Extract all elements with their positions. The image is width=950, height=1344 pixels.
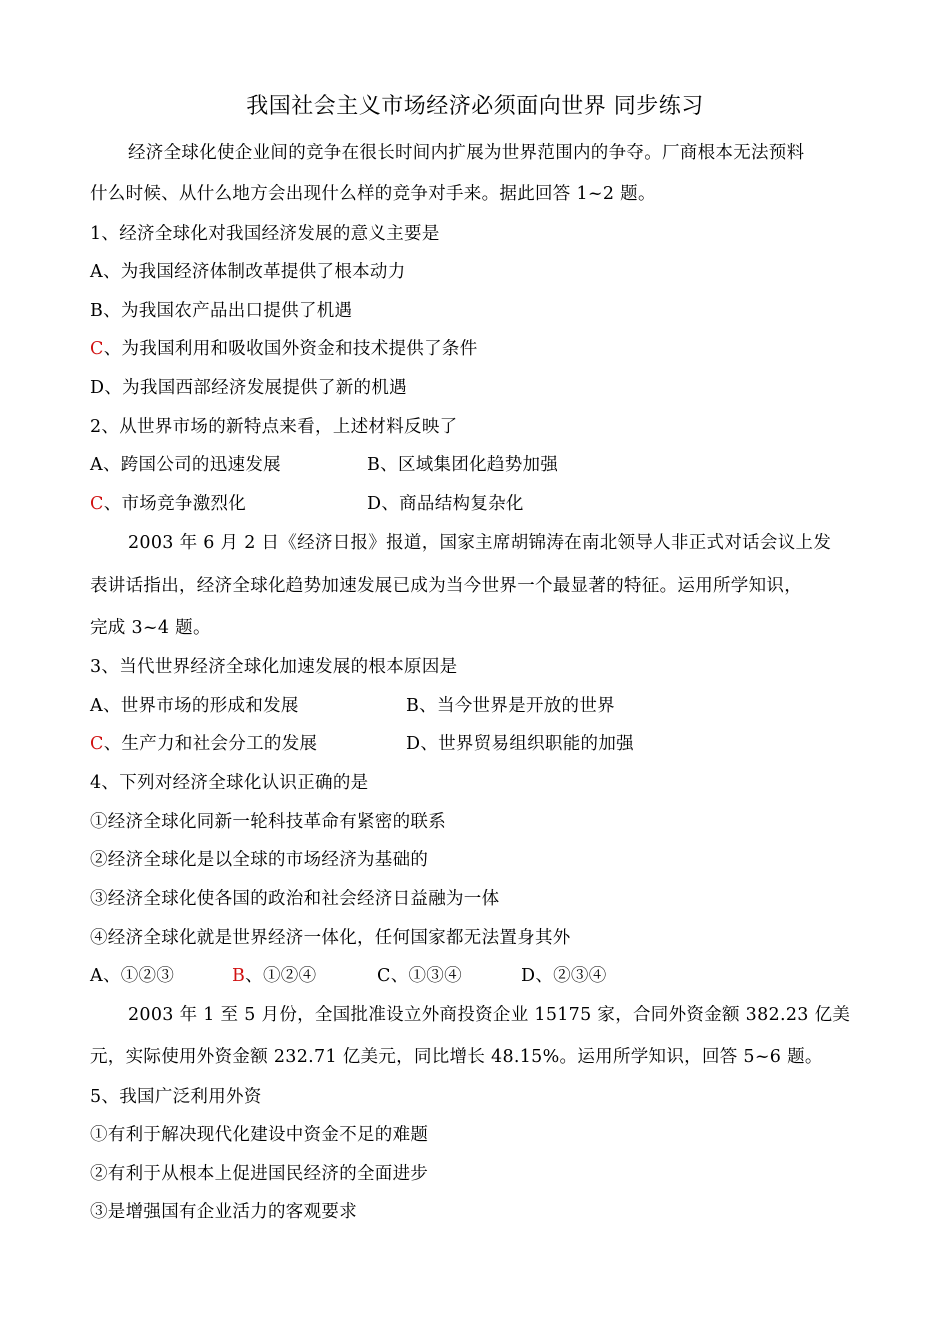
passage-3-line-2: 元，实际使用外资金额 232.71 亿美元，同比增长 48.15%。运用所学知识，回答 5~6 题。 [90, 1047, 823, 1067]
option-text: 、为我国利用和吸收国外资金和技术提供了条件 [103, 339, 478, 359]
question-2-option-a: A、跨国公司的迅速发展 [90, 455, 281, 475]
question-4-statement-3: ③经济全球化使各国的政治和社会经济日益融为一体 [90, 889, 500, 909]
passage-1-line-2: 什么时候、从什么地方会出现什么样的竞争对手来。据此回答 1~2 题。 [90, 184, 656, 204]
passage-2-line-1: 2003 年 6 月 2 日《经济日报》报道，国家主席胡锦涛在南北领导人非正式对话会议上发 [128, 533, 832, 553]
answer-letter-c: C [90, 734, 104, 754]
question-4-statement-4: ④经济全球化就是世界经济一体化，任何国家都无法置身其外 [90, 928, 571, 948]
question-3-option-b: B、当今世界是开放的世界 [406, 696, 615, 716]
question-5-stem: 5、我国广泛利用外资 [90, 1087, 262, 1107]
question-4-stem: 4、下列对经济全球化认识正确的是 [90, 773, 369, 793]
question-5-statement-3: ③是增强国有企业活力的客观要求 [90, 1202, 357, 1222]
question-3-option-a: A、世界市场的形成和发展 [90, 696, 299, 716]
question-5-statement-1: ①有利于解决现代化建设中资金不足的难题 [90, 1125, 429, 1145]
question-2-option-b: B、区域集团化趋势加强 [367, 455, 559, 475]
question-1-option-a: A、为我国经济体制改革提供了根本动力 [90, 262, 406, 282]
question-1-stem: 1、经济全球化对我国经济发展的意义主要是 [90, 224, 440, 244]
question-1-option-b: B、为我国农产品出口提供了机遇 [90, 301, 353, 321]
question-3-option-d: D、世界贸易组织职能的加强 [406, 734, 634, 754]
question-1-option-d: D、为我国西部经济发展提供了新的机遇 [90, 378, 407, 398]
question-2-option-c [90, 492, 246, 516]
question-4-option-d: D、②③④ [521, 966, 607, 986]
answer-letter-b: B [232, 966, 246, 986]
question-4-statement-1: ①经济全球化同新一轮科技革命有紧密的联系 [90, 812, 446, 832]
passage-2-line-3: 完成 3~4 题。 [90, 618, 211, 638]
option-text: 、市场竞争激烈化 [103, 494, 247, 514]
question-5-statement-2: ②有利于从根本上促进国民经济的全面进步 [90, 1164, 429, 1184]
answer-letter-c: C [90, 339, 104, 359]
question-4-option-a: A、①②③ [90, 966, 175, 986]
passage-3-line-1: 2003 年 1 至 5 月份，全国批准设立外商投资企业 15175 家，合同外资金额 382.23 亿美 [128, 1005, 851, 1025]
option-text: 、生产力和社会分工的发展 [103, 734, 318, 754]
question-3-stem: 3、当代世界经济全球化加速发展的根本原因是 [90, 657, 458, 677]
question-1-option-c [90, 337, 478, 361]
question-2-option-d: D、商品结构复杂化 [367, 494, 524, 514]
question-2-stem: 2、从世界市场的新特点来看，上述材料反映了 [90, 417, 458, 437]
page-title: 我国社会主义市场经济必须面向世界 同步练习 [246, 94, 704, 119]
question-4-option-c: C、①③④ [377, 966, 462, 986]
option-text: 、①②④ [245, 966, 317, 986]
passage-1-line-1: 经济全球化使企业间的竞争在很长时间内扩展为世界范围内的争夺。厂商根本无法预料 [128, 143, 805, 163]
answer-letter-c: C [90, 494, 104, 514]
question-4-statement-2: ②经济全球化是以全球的市场经济为基础的 [90, 850, 429, 870]
passage-2-line-2: 表讲话指出，经济全球化趋势加速发展已成为当今世界一个最显著的特征。运用所学知识， [90, 576, 802, 596]
question-3-option-c [90, 732, 317, 756]
question-4-option-b [232, 964, 316, 988]
